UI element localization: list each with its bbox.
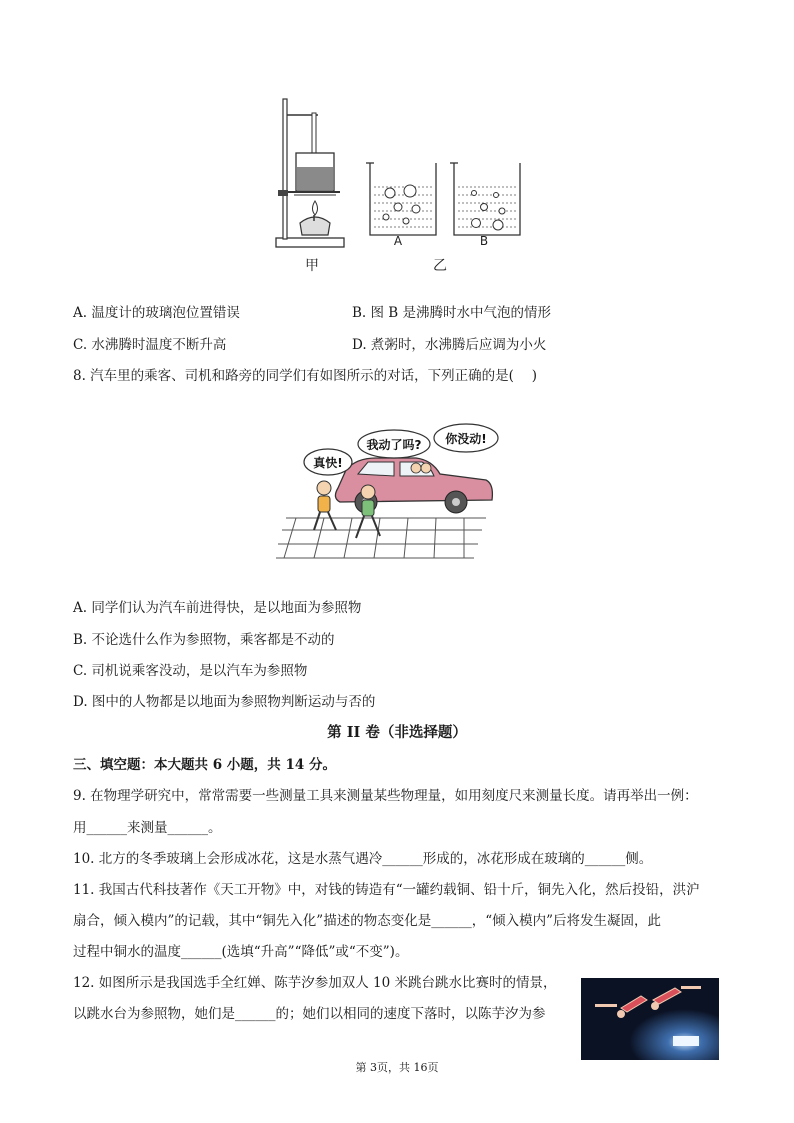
q11-line2: 扇合，倾入模内”的记载，其中“铜先入化”描述的物态变化是______，“倾入模内”后将发生凝固，此 bbox=[73, 913, 662, 929]
bubble-fast: 真快! bbox=[313, 456, 343, 470]
q7-option-d: D. 煮粥时，水沸腾后应调为小火 bbox=[352, 337, 547, 353]
q12-line2: 以跳水台为参照物，她们是______的；她们以相同的速度下落时，以陈芋汐为参 bbox=[73, 1006, 546, 1022]
car-dialogue-illustration bbox=[276, 418, 504, 568]
q7-option-c: C. 水沸腾时温度不断升高 bbox=[73, 337, 227, 353]
q11-line3: 过程中铜水的温度______(选填“升高”“降低”或“不变”)。 bbox=[73, 944, 409, 960]
q9-line1: 9. 在物理学研究中，常常需要一些测量工具来测量某些物理量，如用刻度尺来测量长度。请再举出一例： bbox=[73, 788, 698, 804]
q8-option-a: A. 同学们认为汽车前进得快，是以地面为参照物 bbox=[73, 600, 362, 616]
q8-option-d: D. 图中的人物都是以地面为参照物判断运动与否的 bbox=[73, 694, 376, 710]
q10: 10. 北方的冬季玻璃上会形成冰花，这是水蒸气遇冷______形成的，冰花形成在玻璃的______侧。 bbox=[73, 851, 653, 867]
q7-option-a: A. 温度计的玻璃泡位置错误 bbox=[73, 305, 240, 321]
part2-title: 第 II 卷（非选择题） bbox=[327, 724, 467, 741]
figure-label-yi: 乙 bbox=[433, 258, 447, 274]
boiling-experiment-figure bbox=[270, 95, 530, 275]
q11-line1: 11. 我国古代科技著作《天工开物》中，对钱的铸造有“一罐约载铜、铅十斤，铜先入化，然后投铅，洪沪 bbox=[73, 882, 700, 898]
bubble-not-moved: 你没动! bbox=[445, 432, 487, 446]
page-footer: 第 3页，共 16页 bbox=[355, 1061, 439, 1074]
q8-option-b: B. 不论选什么作为参照物，乘客都是不动的 bbox=[73, 632, 335, 648]
q7-option-b: B. 图 B 是沸腾时水中气泡的情形 bbox=[352, 305, 552, 321]
beaker-b-label: B bbox=[479, 234, 489, 248]
figure-label-jia: 甲 bbox=[305, 258, 319, 274]
q8-stem: 8. 汽车里的乘客、司机和路旁的同学们有如图所示的对话，下列正确的是( ) bbox=[73, 368, 537, 384]
bubble-moved: 我动了吗? bbox=[366, 438, 422, 452]
diving-photo bbox=[581, 978, 719, 1060]
beaker-a-label: A bbox=[393, 234, 403, 248]
section3-title: 三、填空题：本大题共 6 小题，共 14 分。 bbox=[73, 757, 336, 773]
q12-line1: 12. 如图所示是我国选手全红婵、陈芋汐参加双人 10 米跳台跳水比赛时的情景， bbox=[73, 975, 557, 991]
q9-line2: 用______来测量______。 bbox=[73, 820, 222, 836]
q8-option-c: C. 司机说乘客没动，是以汽车为参照物 bbox=[73, 663, 308, 679]
